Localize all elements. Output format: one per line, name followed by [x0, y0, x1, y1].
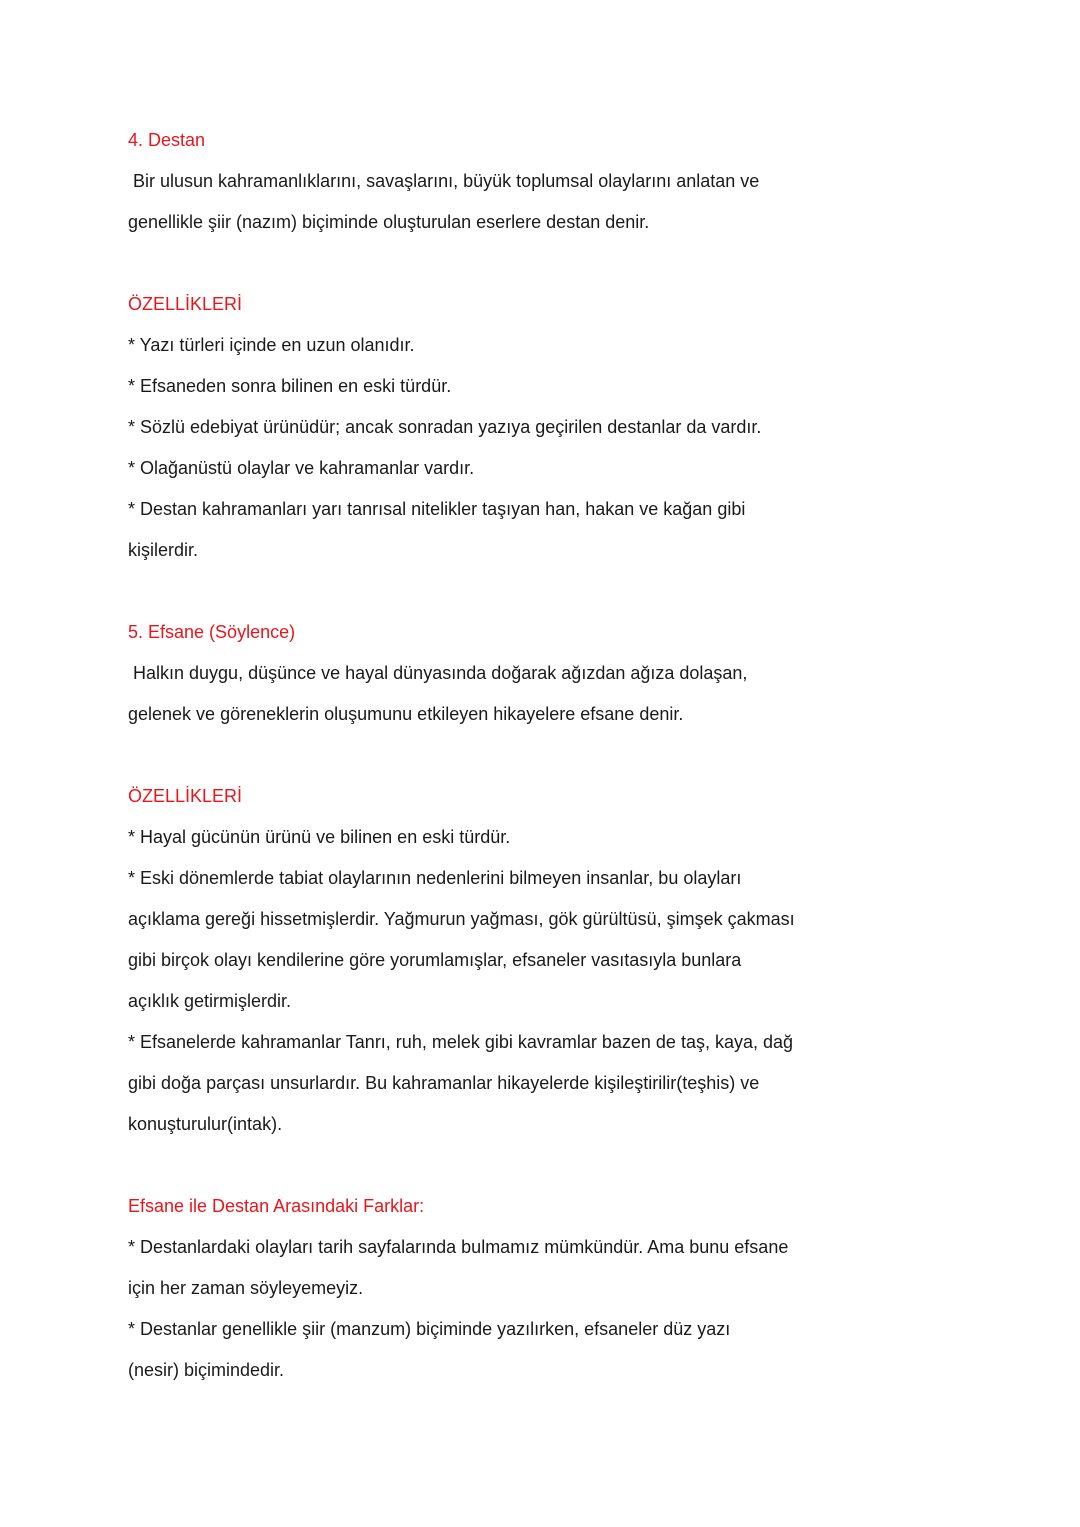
farklar-item-1: * Destanlardaki olayları tarih sayfalarında bulmamız mümkündür. Ama bunu efsane — [128, 1237, 789, 1257]
spacer — [128, 571, 828, 612]
document-page — [128, 120, 828, 1391]
efsane-feature-2-cont-1: açıklama gereği hissetmişlerdir. Yağmurun yağması, gök gürültüsü, şimşek çakması — [128, 909, 795, 929]
efsane-heading: 5. Efsane (Söylence) — [128, 622, 296, 642]
destan-feature-5: * Destan kahramanları yarı tanrısal nitelikler taşıyan han, hakan ve kağan gibi — [128, 499, 746, 519]
destan-definition-line-2: genellikle şiir (nazım) biçiminde oluşturulan eserlere destan denir. — [128, 212, 650, 232]
efsane-feature-1: * Hayal gücünün ürünü ve bilinen en eski türdür. — [128, 827, 511, 847]
destan-feature-2: * Efsaneden sonra bilinen en eski türdür. — [128, 376, 452, 396]
efsane-feature-3-cont-2: konuşturulur(intak). — [128, 1114, 283, 1134]
efsane-feature-3-cont-1: gibi doğa parçası unsurlardır. Bu kahramanlar hikayelerde kişileştirilir(teşhis) ve — [128, 1073, 760, 1093]
destan-feature-3: * Sözlü edebiyat ürünüdür; ancak sonradan yazıya geçirilen destanlar da vardır. — [128, 417, 762, 437]
farklar-item-2: * Destanlar genellikle şiir (manzum) biçiminde yazılırken, efsaneler düz yazı — [128, 1319, 731, 1339]
spacer — [128, 1145, 828, 1186]
destan-feature-1: * Yazı türleri içinde en uzun olanıdır. — [128, 335, 415, 355]
spacer — [128, 243, 828, 284]
efsane-definition-line-2: gelenek ve göreneklerin oluşumunu etkileyen hikayelere efsane denir. — [128, 704, 684, 724]
farklar-item-1-cont: için her zaman söyleyemeyiz. — [128, 1278, 364, 1298]
efsane-features-title: ÖZELLİKLERİ — [128, 786, 243, 806]
efsane-definition-line-1: Halkın duygu, düşünce ve hayal dünyasında doğarak ağızdan ağıza dolaşan, — [133, 663, 748, 683]
efsane-feature-2-cont-2: gibi birçok olayı kendilerine göre yorumlamışlar, efsaneler vasıtasıyla bunlara — [128, 950, 742, 970]
destan-features-title: ÖZELLİKLERİ — [128, 294, 243, 314]
destan-heading: 4. Destan — [128, 130, 206, 150]
destan-feature-4: * Olağanüstü olaylar ve kahramanlar vardır. — [128, 458, 475, 478]
efsane-feature-2: * Eski dönemlerde tabiat olaylarının nedenlerini bilmeyen insanlar, bu olayları — [128, 868, 742, 888]
farklar-heading: Efsane ile Destan Arasındaki Farklar: — [128, 1196, 425, 1216]
destan-definition-line-1: Bir ulusun kahramanlıklarını, savaşlarını, büyük toplumsal olaylarını anlatan ve — [133, 171, 760, 191]
efsane-feature-2-cont-3: açıklık getirmişlerdir. — [128, 991, 292, 1011]
destan-feature-5-cont: kişilerdir. — [128, 540, 199, 560]
spacer — [128, 735, 828, 776]
farklar-item-2-cont: (nesir) biçimindedir. — [128, 1360, 285, 1380]
efsane-feature-3: * Efsanelerde kahramanlar Tanrı, ruh, melek gibi kavramlar bazen de taş, kaya, dağ — [128, 1032, 794, 1052]
